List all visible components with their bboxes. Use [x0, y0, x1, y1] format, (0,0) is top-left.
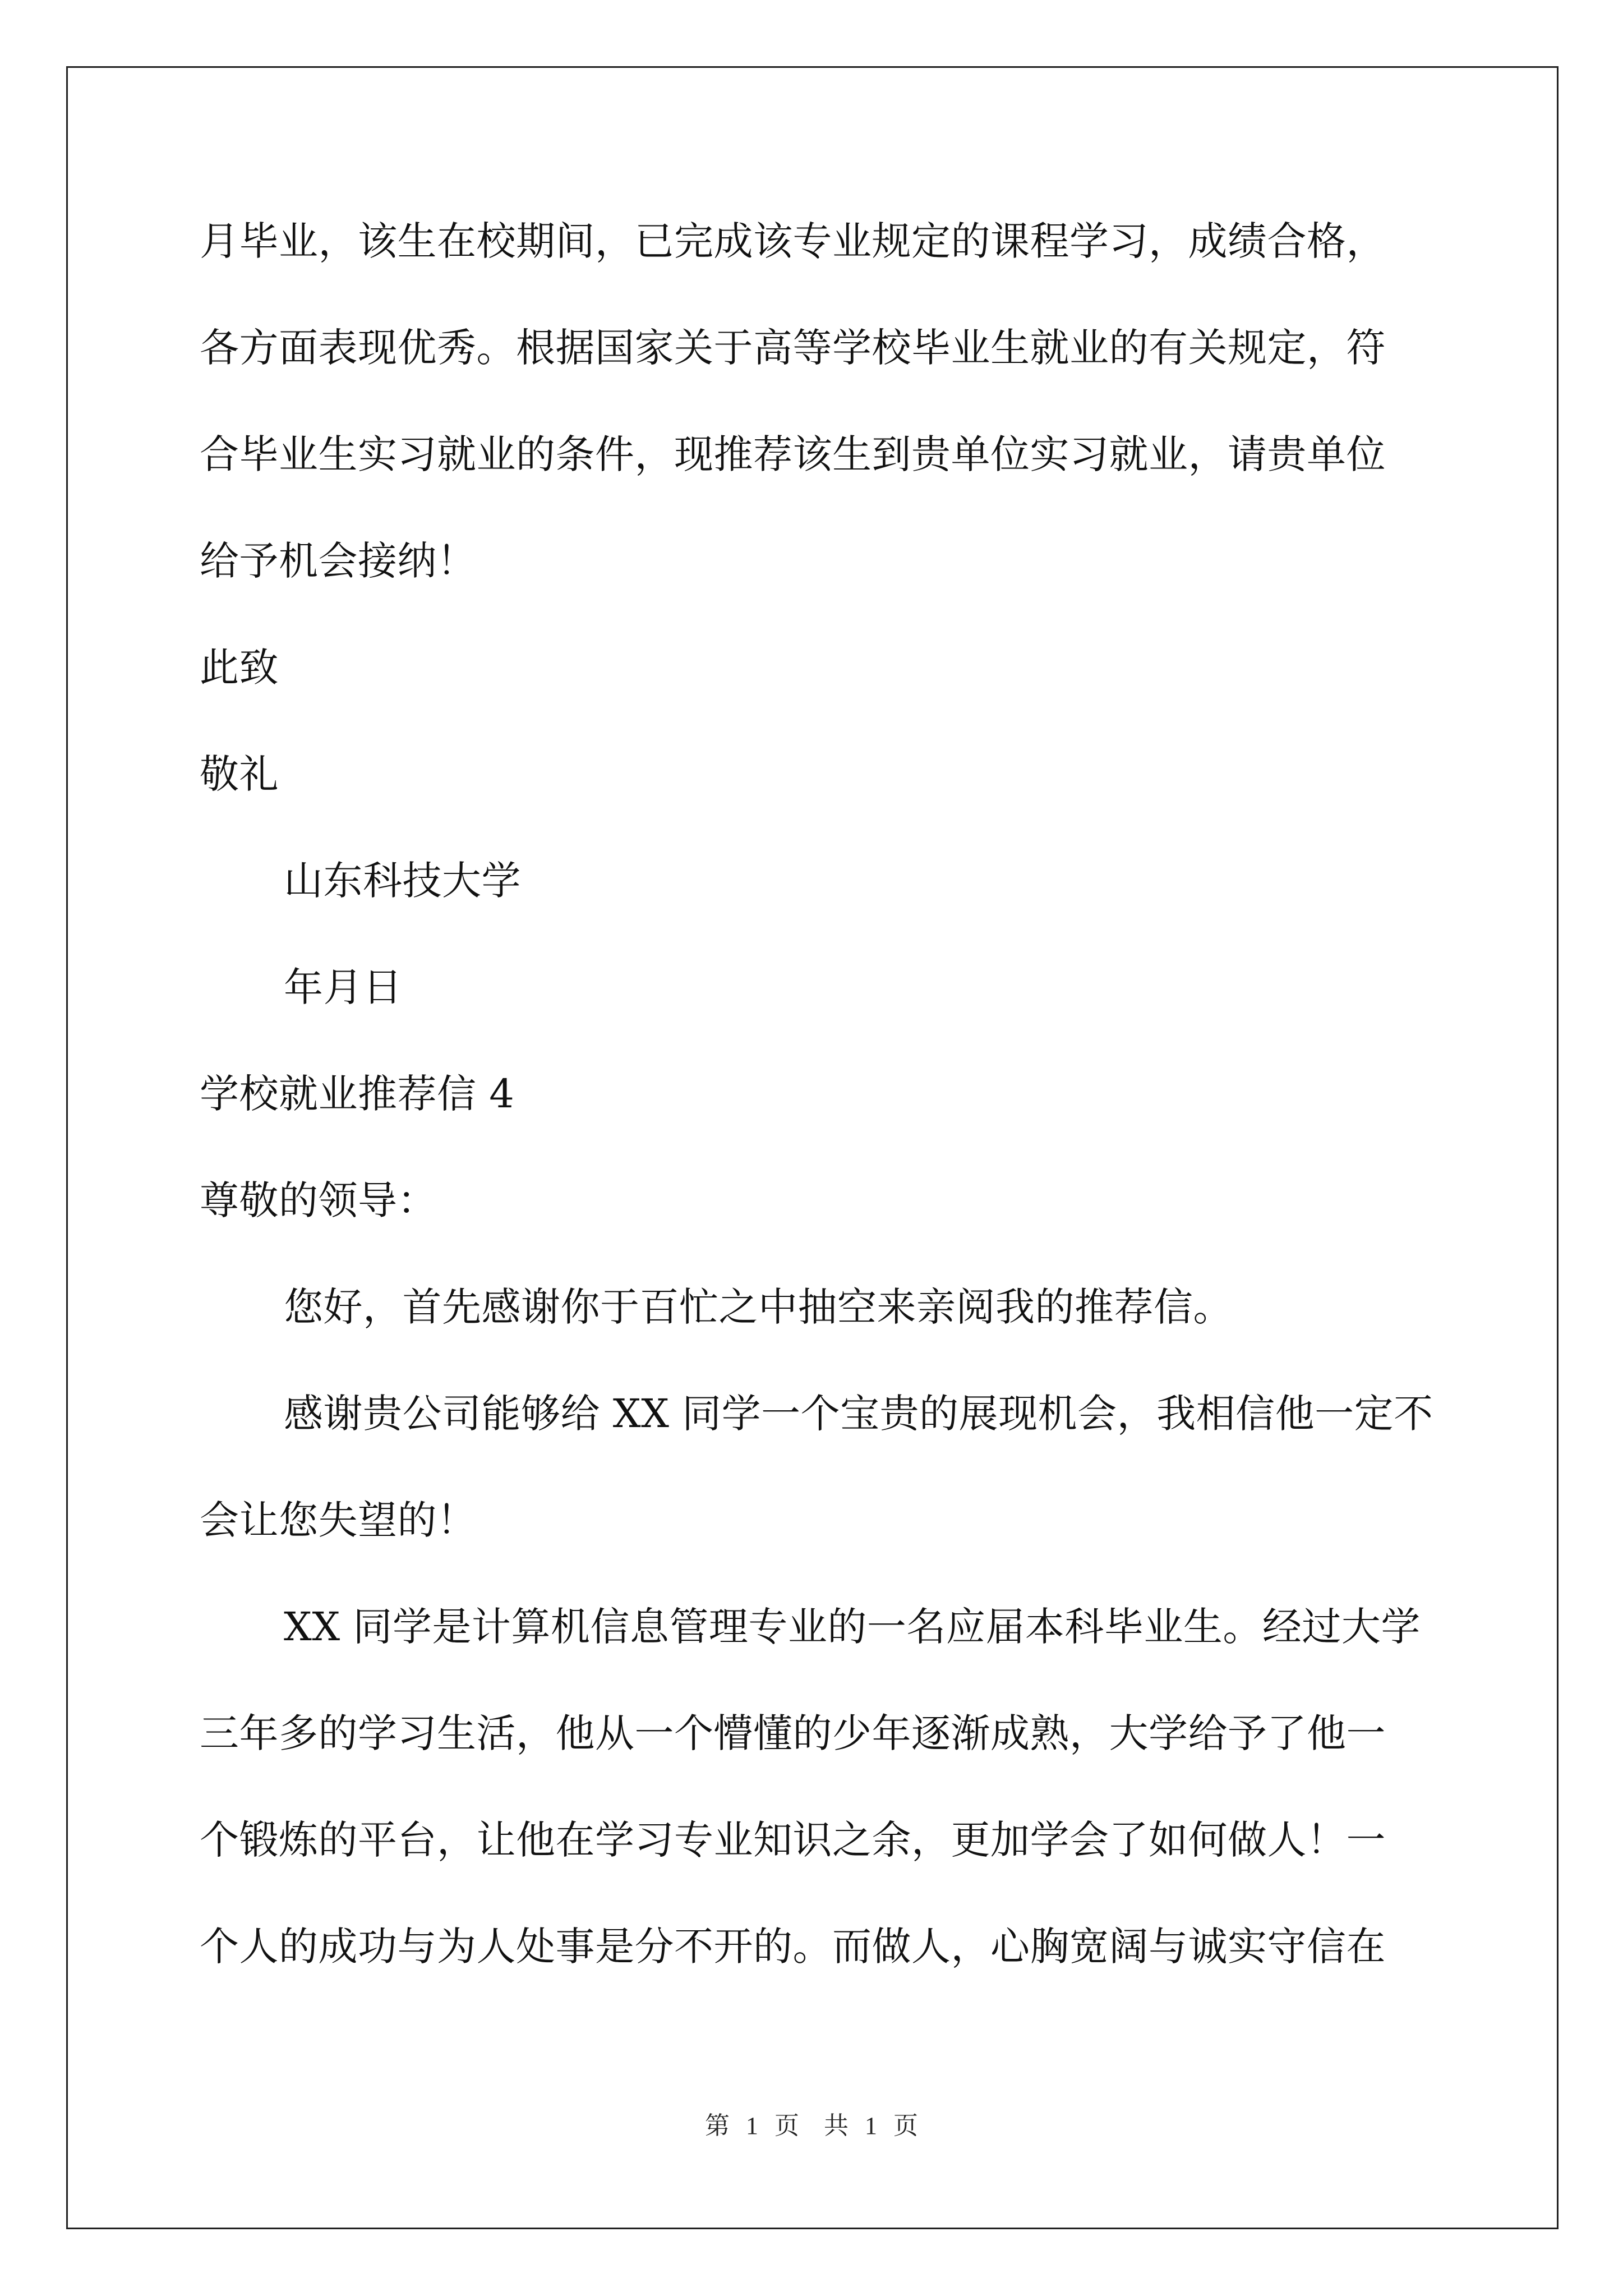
section-heading: 学校就业推荐信 4: [200, 1071, 515, 1117]
closing-regards: 敬礼: [200, 751, 279, 797]
body-line-1: 月毕业，该生在校期间，已完成该专业规定的课程学习，成绩合格，: [200, 218, 1386, 264]
body-line-4: 给予机会接纳！: [200, 538, 477, 584]
closing-salutation: 此致: [200, 645, 279, 691]
signature-date: 年月日: [284, 964, 403, 1010]
body-line-2: 各方面表现优秀。根据国家关于高等学校毕业生就业的有关规定，符: [200, 325, 1386, 371]
paragraph-line: 个人的成功与为人处事是分不开的。而做人，心胸宽阔与诚实守信在: [200, 1924, 1386, 1970]
page-border: [66, 66, 1559, 2229]
greeting: 尊敬的领导：: [200, 1177, 437, 1223]
paragraph-line: 三年多的学习生活，他从一个懵懂的少年逐渐成熟，大学给予了他一: [200, 1710, 1386, 1756]
paragraph-line: 您好，首先感谢你于百忙之中抽空来亲阅我的推荐信。: [284, 1284, 1233, 1330]
page-footer: 第 1 页 共 1 页: [705, 2112, 918, 2139]
paragraph-line: XX 同学是计算机信息管理专业的一名应届本科毕业生。经过大学: [284, 1604, 1421, 1650]
signature-university: 山东科技大学: [284, 858, 521, 904]
paragraph-line: 会让您失望的！: [200, 1497, 477, 1543]
body-line-3: 合毕业生实习就业的条件，现推荐该生到贵单位实习就业，请贵单位: [200, 431, 1386, 477]
paragraph-line: 感谢贵公司能够给 XX 同学一个宝贵的展现机会，我相信他一定不: [284, 1391, 1433, 1437]
paragraph-line: 个锻炼的平台，让他在学习专业知识之余，更加学会了如何做人！一: [200, 1817, 1386, 1863]
